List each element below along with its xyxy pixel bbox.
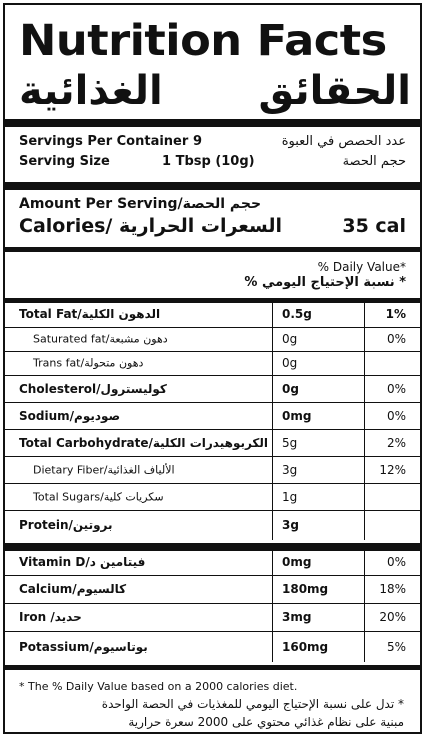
serving-size-arabic: حجم الحصة xyxy=(342,154,406,169)
serving-size-label: Serving Size xyxy=(19,154,110,169)
nutrient-name-english: Calcium/ xyxy=(19,582,77,596)
nutrient-amount: 3mg xyxy=(282,610,312,624)
column-divider xyxy=(364,300,365,327)
nutrient-daily-value: 0% xyxy=(386,408,406,423)
nutrient-name-arabic: بروتين xyxy=(72,518,113,532)
nutrient-name xyxy=(19,382,167,396)
nutrient-name-english: Iron / xyxy=(19,610,55,624)
servings-per-container-label: Servings Per Container xyxy=(19,134,189,149)
daily-value-arabic: * نسبة الإحتياج اليومي % xyxy=(244,275,406,290)
nutrient-daily-value: 0% xyxy=(386,332,406,346)
nutrient-amount: 5g xyxy=(282,435,298,450)
nutrient-name-english: Sodium/ xyxy=(19,408,75,423)
nutrient-row xyxy=(5,327,420,351)
row-divider xyxy=(5,603,420,604)
nutrient-name xyxy=(19,610,82,624)
nutrient-row xyxy=(5,456,420,483)
nutrient-name xyxy=(19,640,148,654)
nutrient-name-arabic: دهون متحولة xyxy=(84,356,144,370)
nutrient-daily-value: 5% xyxy=(386,639,406,654)
nutrient-name xyxy=(19,518,113,532)
column-divider xyxy=(272,351,273,375)
nutrient-name-english: Potassium/ xyxy=(19,639,94,654)
nutrient-daily-value: 1% xyxy=(385,306,406,321)
nutrient-name xyxy=(33,357,143,370)
column-divider xyxy=(272,327,273,351)
column-divider xyxy=(364,603,365,631)
nutrient-name-arabic: الكربوهيدرات الكلية xyxy=(152,435,269,450)
column-divider xyxy=(272,510,273,540)
row-divider xyxy=(5,429,420,430)
row-divider xyxy=(5,510,420,511)
nutrient-amount: 0g xyxy=(282,381,299,396)
medium-divider xyxy=(5,247,420,252)
serving-size-value: 1 Tbsp (10g) xyxy=(162,154,255,169)
column-divider xyxy=(364,375,365,402)
nutrient-row xyxy=(5,483,420,510)
calories-english: Calories/ xyxy=(19,215,113,237)
nutrient-name-english: Total Fat/ xyxy=(19,306,82,321)
nutrient-amount: 0mg xyxy=(282,408,312,423)
nutrient-name-arabic: الألياف الغذائية xyxy=(107,463,175,476)
column-divider xyxy=(364,429,365,456)
nutrient-amount: 3g xyxy=(282,518,299,532)
column-divider xyxy=(272,483,273,510)
row-divider xyxy=(5,483,420,484)
row-divider xyxy=(5,402,420,403)
footnote-arabic-line2: مبنية على نظام غذائي محتوي على 2000 سعرة حرارية xyxy=(128,715,404,729)
nutrient-name-arabic: كالسيوم xyxy=(76,582,127,596)
nutrient-name-english: Saturated fat/ xyxy=(33,332,110,346)
nutrient-row xyxy=(5,510,420,540)
column-divider xyxy=(272,375,273,402)
nutrient-amount: 3g xyxy=(282,462,298,477)
nutrient-name-english: Protein/ xyxy=(19,518,73,532)
nutrient-row xyxy=(5,375,420,402)
title-english: Nutrition Facts xyxy=(19,16,387,66)
servings-per-container-value: 9 xyxy=(193,134,203,149)
column-divider xyxy=(272,603,273,631)
row-divider xyxy=(5,351,420,352)
column-divider xyxy=(364,456,365,483)
amount-per-serving-english: Amount Per Serving/ xyxy=(19,196,183,212)
nutrient-name-english: Cholesterol/ xyxy=(19,381,101,396)
nutrient-name-english: Vitamin D/ xyxy=(19,554,90,569)
column-divider xyxy=(272,548,273,575)
thick-divider xyxy=(5,119,420,127)
nutrient-daily-value: 0% xyxy=(386,381,406,396)
calories-value: 35 cal xyxy=(342,215,406,237)
nutrient-daily-value: 2% xyxy=(386,435,406,450)
footnote-english: * The % Daily Value based on a 2000 calories diet. xyxy=(19,680,298,693)
nutrient-name xyxy=(33,490,164,503)
column-divider xyxy=(364,402,365,429)
column-divider xyxy=(272,429,273,456)
column-divider xyxy=(364,483,365,510)
nutrient-name xyxy=(19,436,268,450)
column-divider xyxy=(364,327,365,351)
nutrient-daily-value: 0% xyxy=(386,554,406,569)
nutrient-row xyxy=(5,300,420,327)
mineral-row xyxy=(5,631,420,662)
column-divider xyxy=(272,456,273,483)
column-divider xyxy=(272,402,273,429)
nutrient-row xyxy=(5,351,420,375)
nutrient-name xyxy=(19,555,145,569)
medium-divider xyxy=(5,665,420,670)
daily-value-english: % Daily Value* xyxy=(317,260,406,274)
nutrient-amount: 180mg xyxy=(282,582,329,596)
nutrient-name-english: Trans fat/ xyxy=(33,356,85,370)
nutrient-name-arabic: صوديوم xyxy=(74,408,121,423)
nutrient-name xyxy=(33,463,175,476)
footnote-arabic-line1: * تدل على نسبة الإحتياج اليومي للمغذيات في الحصة الواحدة xyxy=(101,697,404,711)
nutrient-name-arabic: فيتامين د xyxy=(89,554,146,569)
nutrient-amount: 0mg xyxy=(282,554,312,569)
nutrient-name-english: Total Sugars/ xyxy=(33,490,104,503)
mineral-row xyxy=(5,603,420,631)
nutrient-amount: 1g xyxy=(282,489,298,504)
column-divider xyxy=(364,510,365,540)
nutrient-name xyxy=(33,333,168,346)
column-divider xyxy=(272,631,273,662)
nutrient-name xyxy=(19,582,126,596)
calories-arabic: السعرات الحرارية xyxy=(118,215,282,237)
nutrient-daily-value: 12% xyxy=(379,462,406,477)
thick-divider xyxy=(5,182,420,190)
mineral-row xyxy=(5,575,420,603)
nutrient-name-arabic: سكريات كلية xyxy=(103,490,164,503)
nutrient-row xyxy=(5,429,420,456)
nutrient-name-arabic: كوليسترول xyxy=(100,381,167,396)
nutrient-name xyxy=(19,307,160,321)
nutrient-amount: 0g xyxy=(282,356,298,370)
nutrient-name-english: Total Carbohydrate/ xyxy=(19,435,153,450)
row-divider xyxy=(5,375,420,376)
amount-per-serving-arabic: حجم الحصة xyxy=(182,196,262,212)
nutrient-name-arabic: بوتاسيوم xyxy=(93,639,148,654)
nutrient-name-english: Dietary Fiber/ xyxy=(33,463,108,476)
column-divider xyxy=(364,548,365,575)
nutrient-daily-value: 20% xyxy=(379,610,406,624)
mineral-row xyxy=(5,548,420,575)
amount-per-serving xyxy=(19,196,261,212)
nutrient-name-arabic: دهون مشبعة xyxy=(109,332,168,346)
nutrient-amount: 160mg xyxy=(282,639,329,654)
column-divider xyxy=(272,575,273,603)
column-divider xyxy=(272,300,273,327)
nutrient-name-arabic: حديد xyxy=(54,610,82,624)
row-divider xyxy=(5,327,420,328)
servings-per-container-arabic: عدد الحصص في العبوة xyxy=(281,134,406,149)
title-arabic: الحقائق الغذائية xyxy=(19,68,411,114)
nutrient-amount: 0g xyxy=(282,332,298,346)
column-divider xyxy=(364,351,365,375)
row-divider xyxy=(5,631,420,632)
column-divider xyxy=(364,631,365,662)
nutrient-row xyxy=(5,402,420,429)
nutrient-name xyxy=(19,409,120,423)
calories-label xyxy=(19,215,282,237)
nutrient-daily-value: 18% xyxy=(379,582,406,596)
row-divider xyxy=(5,575,420,576)
column-divider xyxy=(364,575,365,603)
nutrient-name-arabic: الدهون الكلية xyxy=(81,306,161,321)
row-divider xyxy=(5,456,420,457)
nutrient-amount: 0.5g xyxy=(282,306,312,321)
nutrition-label xyxy=(3,3,422,734)
